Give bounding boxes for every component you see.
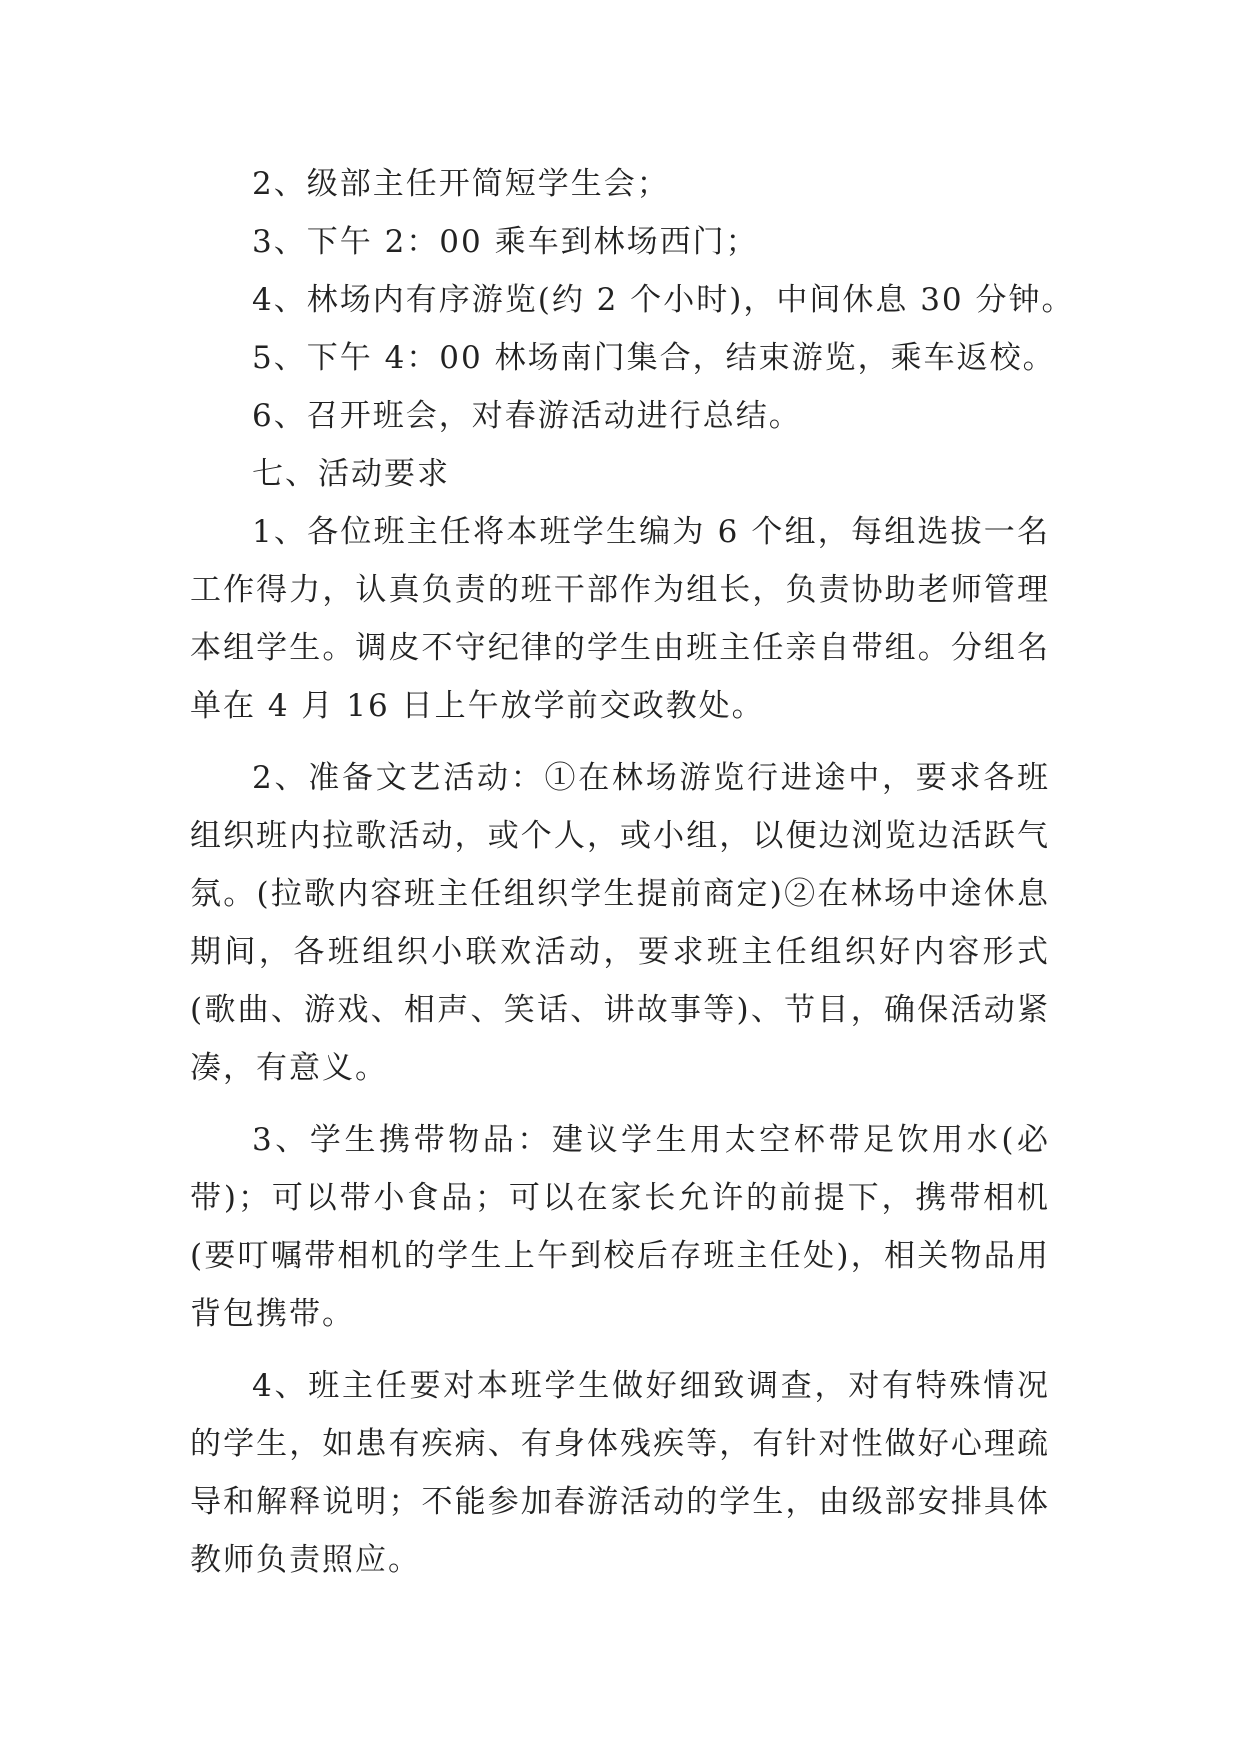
requirement-paragraph-4: 4、班主任要对本班学生做好细致调查，对有特殊情况的学生，如患有疾病、有身体残疾等，有针对性做好心理疏导和解释说明；不能参加春游活动的学生，由级部安排具体教师负责照应。 [190,1368,1050,1578]
requirement-paragraph-2: 2、准备文艺活动：①在林场游览行进途中，要求各班组织班内拉歌活动，或个人，或小组，以便边浏览边活跃气氛。(拉歌内容班主任组织学生提前商定)②在林场中途休息期间，各班组织小联欢活动，要求班主任组织好内容形式(歌曲、游戏、相声、笑话、讲故事等)、节目，确保活动紧凑，有意义。 [190,760,1050,1086]
schedule-item-4: 4、林场内有序游览(约 2 个小时)，中间休息 30 分钟。 [252,282,1075,318]
schedule-item-3: 3、下午 2：00 乘车到林场西门； [252,224,759,260]
schedule-item-5: 5、下午 4：00 林场南门集合，结束游览，乘车返校。 [252,340,1056,376]
schedule-item-2: 2、级部主任开简短学生会； [252,166,670,202]
schedule-item-6: 6、召开班会，对春游活动进行总结。 [252,398,802,434]
requirement-paragraph-3: 3、学生携带物品：建议学生用太空杯带足饮用水(必带)；可以带小食品；可以在家长允许的前提下，携带相机(要叮嘱带相机的学生上午到校后存班主任处)，相关物品用背包携带。 [190,1122,1050,1332]
section-heading: 七、活动要求 [252,456,450,492]
requirement-paragraph-1: 1、各位班主任将本班学生编为 6 个组，每组选拔一名工作得力，认真负责的班干部作为组长，负责协助老师管理本组学生。调皮不守纪律的学生由班主任亲自带组。分组名单在 4 月 16 日上午放学前交政教处。 [190,514,1050,724]
document-body [190,155,1075,1589]
